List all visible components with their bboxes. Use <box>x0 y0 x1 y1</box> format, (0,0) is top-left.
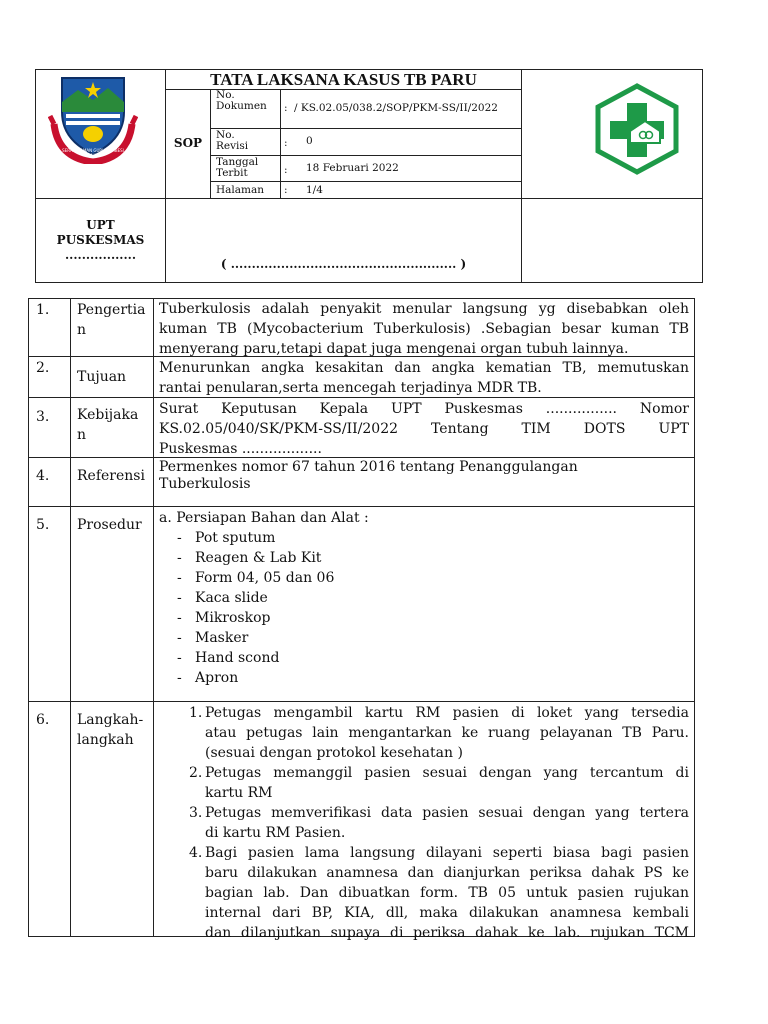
step-number: 2. <box>189 765 203 781</box>
row-label: Kebijakan <box>77 407 139 443</box>
upt-label <box>36 218 165 263</box>
step-item <box>159 763 689 803</box>
step-item <box>159 803 689 843</box>
step-number: 4. <box>189 845 203 861</box>
text-line: Tuberkulosis <box>159 476 251 492</box>
meta-label-dokumen: No. Dokumen <box>216 89 267 112</box>
logo-motto: SERA PRIAMAN GURU TEMBESI PINAK <box>62 148 124 158</box>
row-content <box>155 398 693 460</box>
text-line: Petugas mengambil kartu RM pasien di loket yang tersedia <box>205 705 689 721</box>
meta-label-revisi: No. Revisi <box>216 129 249 152</box>
list-item: - Masker <box>159 628 689 648</box>
row-number: 6. <box>36 712 50 728</box>
meta-label-tanggal: Tanggal Terbit <box>216 156 259 179</box>
upt-label-line1: UPT <box>86 218 115 232</box>
meta-sep-dokumen: : <box>284 102 288 114</box>
meta-value-halaman: 1/4 <box>306 184 323 196</box>
text-line: kuman TB (Mycobacterium Tuberkulosis) .Sebagian besar kuman TB <box>159 321 689 337</box>
list-item: - Pot sputum <box>159 528 689 548</box>
divider <box>521 69 522 283</box>
text-line: Petugas memverifikasi data pasien sesuai dengan yang tertera <box>205 805 689 821</box>
text-line: dan dilanjutkan supaya di periksa dahak ke lab. rujukan TCM <box>205 925 689 941</box>
divider <box>70 298 71 937</box>
meta-sep-tanggal: : <box>284 164 288 176</box>
row-content <box>155 357 693 399</box>
row-label: Tujuan <box>77 369 127 385</box>
list-item: - Kaca slide <box>159 588 689 608</box>
signature-line: ( ...................................................... ) <box>220 257 467 271</box>
row-number: 3. <box>36 409 50 425</box>
text-line: Puskesmas .................. <box>159 441 322 457</box>
list-item: - Form 04, 05 dan 06 <box>159 568 689 588</box>
divider <box>153 298 154 937</box>
row-number: 5. <box>36 517 50 533</box>
row-label: Pengertian <box>77 302 146 338</box>
step-number: 1. <box>189 705 203 721</box>
text-line: internal dari BP, KIA, dll, maka dilakukan anamnesa kembali <box>205 905 689 921</box>
text-line: di kartu RM Pasien. <box>205 825 346 841</box>
text-line: Tuberkulosis adalah penyakit menular langsung yg disebabkan oleh <box>159 301 689 317</box>
text-line: Menurunkan angka kesakitan dan angka kematian TB, memutuskan <box>159 360 689 376</box>
meta-label-halaman: Halaman <box>216 184 265 196</box>
row-content <box>155 458 693 494</box>
text-line: KS.02.05/040/SK/PKM-SS/II/2022 Tentang TIM DOTS UPT <box>159 421 689 437</box>
text-line: kartu RM <box>205 785 273 801</box>
sop-label: SOP <box>173 136 203 150</box>
text-line: Petugas memanggil pasien sesuai dengan yang tercantum di <box>205 765 689 781</box>
meta-value-revisi: 0 <box>306 135 313 147</box>
materials-list <box>159 528 689 688</box>
page-title: TATA LAKSANA KASUS TB PARU <box>210 70 477 89</box>
list-item: - Mikroskop <box>159 608 689 628</box>
text-line: Bagi pasien lama langsung dilayani seperti biasa bagi pasien <box>205 845 689 861</box>
text-line: rantai penularan,serta mencegah terjadinya MDR TB. <box>159 380 542 396</box>
upt-label-line3: ................. <box>64 248 137 262</box>
step-number: 3. <box>189 805 203 821</box>
row-content <box>155 298 693 360</box>
step-item <box>159 843 689 943</box>
divider <box>35 198 703 199</box>
divider <box>210 181 521 182</box>
meta-value-tanggal: 18 Februari 2022 <box>306 162 399 174</box>
text-line: baru dilakukan anamnesa dan dianjurkan periksa dahak PS ke <box>205 865 689 881</box>
text-line: Surat Keputusan Kepala UPT Puskesmas ................ Nomor <box>159 401 689 417</box>
row-number: 2. <box>36 360 50 376</box>
text-line: menyerang paru,tetapi dapat juga mengenai organ tubuh lainnya. <box>159 341 629 357</box>
procedure-heading: a. Persiapan Bahan dan Alat : <box>159 510 369 526</box>
row-number: 1. <box>36 302 50 318</box>
row-content <box>155 702 693 944</box>
meta-value-dokumen: / KS.02.05/038.2/SOP/PKM-SS/II/2022 <box>294 102 498 114</box>
text-line: atau petugas lain mengantarkan ke ruang pelayanan TB Paru. <box>205 725 689 741</box>
text-line: Permenkes nomor 67 tahun 2016 tentang Penanggulangan <box>159 459 578 475</box>
row-label: Langkah-langkah <box>77 712 144 748</box>
puskesmas-logo <box>594 83 680 175</box>
list-item: - Apron <box>159 668 689 688</box>
upt-label-line2: PUSKESMAS <box>56 233 145 247</box>
row-number: 4. <box>36 468 50 484</box>
meta-sep-revisi: : <box>284 137 288 149</box>
divider <box>165 69 166 283</box>
meta-sep-halaman: : <box>284 184 288 196</box>
row-label: Referensi <box>77 468 145 484</box>
steps-list <box>159 703 689 943</box>
row-label: Prosedur <box>77 517 142 533</box>
list-item: - Reagen & Lab Kit <box>159 548 689 568</box>
step-item <box>159 703 689 763</box>
row-content <box>155 507 693 689</box>
list-item: - Hand scond <box>159 648 689 668</box>
text-line: (sesuai dengan protokol kesehatan ) <box>205 745 463 761</box>
text-line: bagian lab. Dan dibuatkan form. TB 05 untuk pasien rujukan <box>205 885 689 901</box>
regional-logo <box>48 72 138 164</box>
